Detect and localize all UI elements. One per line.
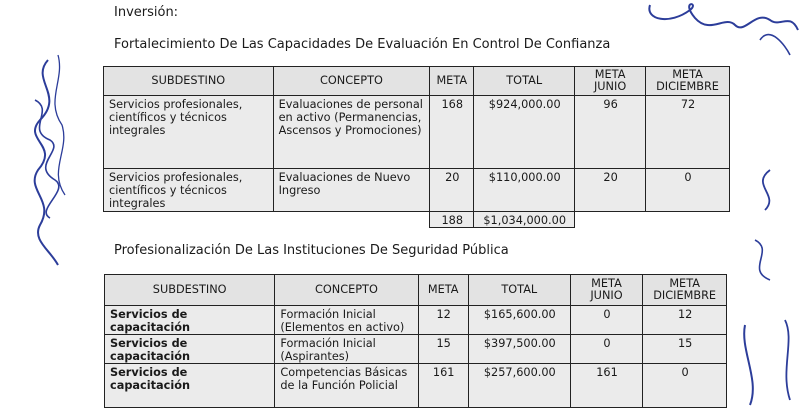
totals-row [104,212,730,228]
cell-concepto: Evaluaciones de Nuevo Ingreso [273,169,430,212]
col-header-meta-diciembre [643,275,727,306]
cell-meta-junio: 0 [570,306,643,335]
profesionalizacion-table [104,274,727,408]
cell-meta-diciembre: 72 [646,96,730,169]
cell-meta-diciembre: 15 [643,335,727,364]
cell-concepto: Competencias Básicas de la Función Policial [275,364,418,408]
cell-meta-junio: 20 [575,169,646,212]
col-header-concepto: CONCEPTO [273,67,430,96]
header-line: JUNIO [593,80,627,93]
cell-total: $110,000.00 [474,169,575,212]
header-line: DICIEMBRE [653,289,717,302]
cell-meta-junio: 0 [570,335,643,364]
cell-meta-diciembre: 0 [643,364,727,408]
col-header-meta-junio [575,67,646,96]
header-line: JUNIO [590,289,623,302]
cell-meta-junio: 96 [575,96,646,169]
cell-meta: 161 [418,364,468,408]
cell-concepto: Evaluaciones de personal en activo (Permanencias, Ascensos y Promociones) [273,96,430,169]
col-header-subdestino: SUBDESTINO [105,275,275,306]
col-header-total: TOTAL [474,67,575,96]
cell-subdestino: Servicios de capacitación [105,364,275,408]
cell-total: $257,600.00 [468,364,570,408]
cell-meta-junio: 161 [570,364,643,408]
cell-meta-diciembre: 12 [643,306,727,335]
col-header-meta: META [430,67,474,96]
col-header-meta-junio [570,275,643,306]
section-heading-control-confianza: Fortalecimiento De Las Capacidades De Evaluación En Control De Confianza [114,37,611,52]
cell-meta-diciembre: 0 [646,169,730,212]
cell-total: $924,000.00 [474,96,575,169]
total-amount: $1,034,000.00 [474,212,575,228]
col-header-concepto: CONCEPTO [275,275,418,306]
top-right-signature-drawing [640,0,803,60]
col-header-total: TOTAL [468,275,570,306]
empty-cell [273,212,430,228]
header-line: META [594,68,626,81]
table-header-row [105,275,727,306]
table-row [105,335,727,364]
cell-concepto: Formación Inicial (Aspirantes) [275,335,418,364]
col-header-meta-diciembre [646,67,730,96]
cell-meta: 20 [430,169,474,212]
header-line: META [591,277,622,290]
cell-subdestino: Servicios de capacitación [105,306,275,335]
right-margin-signature-drawing [730,150,803,410]
section-heading-profesionalizacion: Profesionalización De Las Instituciones De Seguridad Pública [114,243,509,258]
cell-subdestino: Servicios de capacitación [105,335,275,364]
header-line: META [669,277,700,290]
header-line: DICIEMBRE [656,80,719,93]
cell-concepto: Formación Inicial (Elementos en activo) [275,306,418,335]
table-row [105,306,727,335]
control-confianza-table [103,66,730,228]
investment-heading: Inversión: [114,5,179,20]
empty-cell [646,212,730,228]
cell-meta: 168 [430,96,474,169]
cell-total: $397,500.00 [468,335,570,364]
col-header-subdestino: SUBDESTINO [104,67,274,96]
total-meta: 188 [430,212,474,228]
cell-meta: 15 [418,335,468,364]
cell-meta: 12 [418,306,468,335]
table-header-row [104,67,730,96]
table-row [104,96,730,169]
header-line: META [672,68,703,81]
cell-subdestino: Servicios profesionales, científicos y técnicos integrales [104,169,274,212]
cell-total: $165,600.00 [468,306,570,335]
left-signature-drawing [10,40,80,270]
cell-subdestino: Servicios profesionales, científicos y técnicos integrales [104,96,274,169]
table-row [104,169,730,212]
empty-cell [575,212,646,228]
table-row [105,364,727,408]
empty-cell [104,212,274,228]
col-header-meta: META [418,275,468,306]
